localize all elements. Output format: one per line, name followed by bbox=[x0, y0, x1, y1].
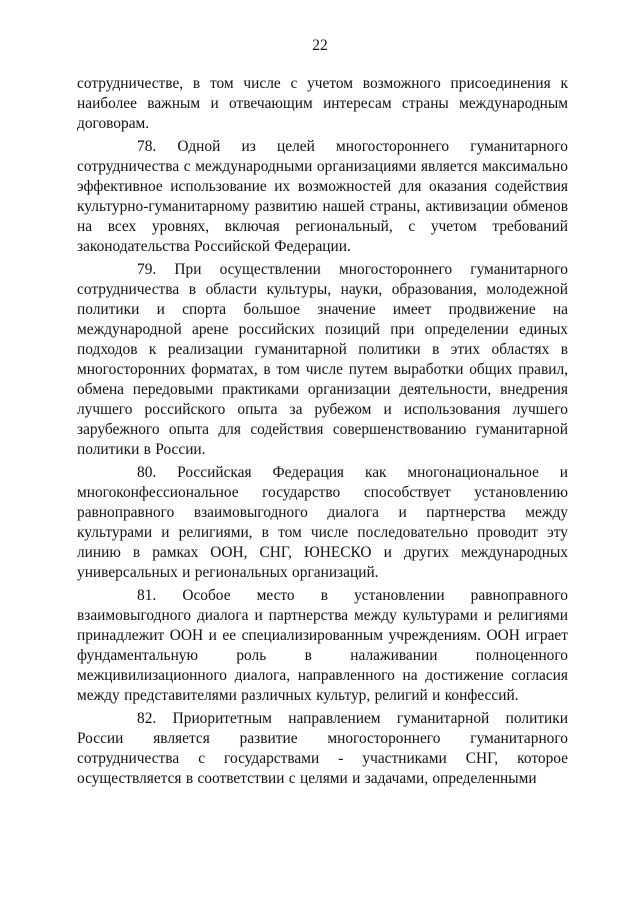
page-number: 22 bbox=[312, 37, 328, 54]
paragraph-continuation: сотрудничестве, в том числе с учетом возможного присоединения к наиболее важным и отвечающим интересам страны международным договорам. bbox=[77, 75, 568, 132]
paragraph-80: 80. Российская Федерация как многонациональное и многоконфессиональное государство способствует установлению равноправного взаимовыгодного диалога и партнерства между культурами и религиями, в том числе последовательно проводит эту линию в рамках ООН, СНГ, ЮНЕСКО и других международных универсальных и региональных организаций. bbox=[77, 464, 568, 581]
paragraph-82: 82. Приоритетным направлением гуманитарной политики России является развитие многостороннего гуманитарного сотрудничества с государствами - участниками СНГ, которое осуществляется в соответствии с целями и задачами, определенными bbox=[77, 710, 568, 787]
paragraph-79: 79. При осуществлении многостороннего гуманитарного сотрудничества в области культуры, науки, образования, молодежной политики и спорта большое значение имеет продвижение на международной арене российских позиций при определении единых подходов к реализации гуманитарной политики в этих областях в многосторонних форматах, в том числе путем выработки общих правил, обмена передовыми практиками организации деятельности, внедрения лучшего российского опыта за рубежом и использования лучшего зарубежного опыта для содействия совершенствованию гуманитарной политики в России. bbox=[77, 261, 568, 458]
paragraph-81: 81. Особое место в установлении равноправного взаимовыгодного диалога и партнерства между культурами и религиями принадлежит ООН и ее специализированным учреждениям. ООН играет фундаментальную роль в налаживании полноценного межцивилизационного диалога, направленного на достижение согласия между представителями различных культур, религий и конфессий. bbox=[77, 587, 568, 704]
paragraph-78: 78. Одной из целей многостороннего гуманитарного сотрудничества с международными организациями является максимально эффективное использование их возможностей для оказания содействия культурно-гуманитарному развитию нашей страны, активизации обменов на всех уровнях, включая региональный, с учетом требований законодательства Российской Федерации. bbox=[77, 138, 568, 255]
document-body bbox=[77, 74, 568, 789]
